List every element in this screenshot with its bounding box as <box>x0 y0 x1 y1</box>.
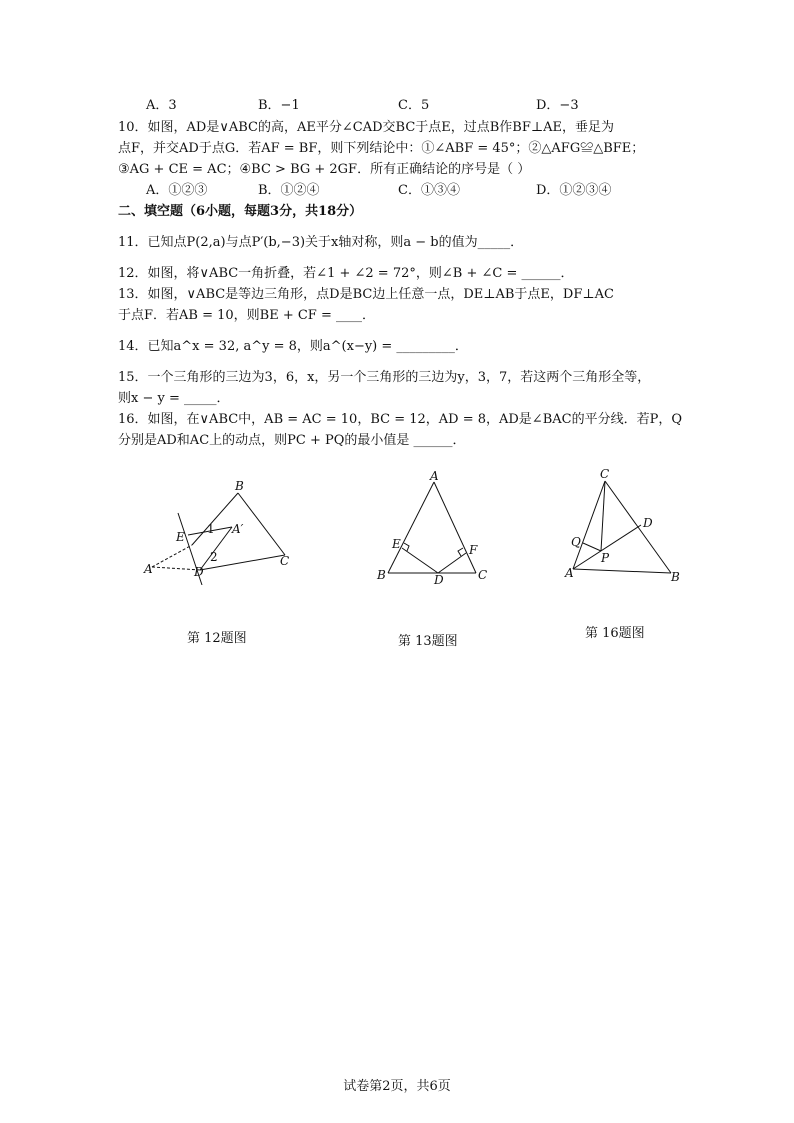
q9-option-d: D．−3 <box>536 98 579 113</box>
fig12-label-a-prime: A′ <box>232 522 244 536</box>
fig13-label-f: F <box>469 543 478 557</box>
fig16-caption: 第 16题图 <box>585 626 645 641</box>
fig12-angle-2: 2 <box>210 550 218 564</box>
figure-13 <box>372 468 497 588</box>
fig13-label-b: B <box>377 568 386 582</box>
fig12-label-c: C <box>280 554 290 568</box>
q10-option-b: B．①②④ <box>258 183 320 198</box>
fig13-caption: 第 13题图 <box>398 634 458 649</box>
q11: 11．已知点P(2,a)与点P′(b,−3)关于x轴对称，则a − b的值为_____． <box>118 235 524 250</box>
q10-line-1: 10．如图，AD是∨ABC的高，AE平分∠CAD交BC于点E，过点B作BF⊥AE，垂足为 <box>118 120 614 135</box>
q13-line-2: 于点F．若AB = 10，则BE + CF = ____． <box>118 308 375 323</box>
q9-option-c: C．5 <box>398 98 430 113</box>
fig16-label-a: A <box>565 566 574 580</box>
q15-line-1: 15．一个三角形的三边为3，6，x，另一个三角形的三边为y，3，7，若这两个三角形全等， <box>118 370 651 385</box>
section-2-title: 二、填空题（6小题，每题3分，共18分） <box>118 204 363 219</box>
fig12-caption: 第 12题图 <box>187 631 247 646</box>
q10-option-c: C．①③④ <box>398 183 460 198</box>
fig16-label-p: P <box>601 551 610 565</box>
fig12-label-d: D <box>194 565 204 579</box>
fig16-label-d: D <box>643 516 653 530</box>
page-footer: 试卷第2页，共6页 <box>343 1079 451 1094</box>
q13-line-1: 13．如图，∨ABC是等边三角形，点D是BC边上任意一点，DE⊥AB于点E，DF⊥AC <box>118 287 614 302</box>
q9-option-a: A．3 <box>146 98 177 113</box>
q16-line-1: 16．如图，在∨ABC中，AB = AC = 10，BC = 12，AD = 8，AD是∠BAC的平分线．若P，Q <box>118 412 682 427</box>
figure-12 <box>140 475 305 585</box>
figure-16 <box>563 463 688 588</box>
q16-line-2: 分别是AD和AC上的动点，则PC + PQ的最小值是 ______． <box>118 433 466 448</box>
fig12-angle-1: 1 <box>207 522 215 536</box>
q9-option-b: B．−1 <box>258 98 300 113</box>
q10-option-d: D．①②③④ <box>536 183 612 198</box>
q14: 14．已知a^x = 32, a^y = 8，则a^(x−y) = _________． <box>118 339 468 354</box>
q12: 12．如图，将∨ABC一角折叠，若∠1 + ∠2 = 72°，则∠B + ∠C = ______． <box>118 266 574 281</box>
q10-line-3: ③AG + CE = AC；④BC > BG + 2GF．所有正确结论的序号是（ ） <box>118 162 531 177</box>
fig12-label-a: A <box>144 562 153 576</box>
fig16-label-b: B <box>671 570 680 584</box>
fig16-label-c: C <box>600 467 610 481</box>
q15-line-2: 则x − y = _____． <box>118 391 230 406</box>
fig12-label-e: E <box>176 530 185 544</box>
q10-line-2: 点F，并交AD于点G．若AF = BF，则下列结论中：①∠ABF = 45°；②△AFG≌△BFE； <box>118 141 645 156</box>
fig13-label-d: D <box>434 573 444 587</box>
fig12-label-b: B <box>235 479 244 493</box>
fig16-label-q: Q <box>571 535 581 549</box>
fig13-label-e: E <box>392 537 401 551</box>
fig13-label-c: C <box>478 568 488 582</box>
q10-option-a: A．①②③ <box>146 183 208 198</box>
fig13-label-a: A <box>430 469 439 483</box>
